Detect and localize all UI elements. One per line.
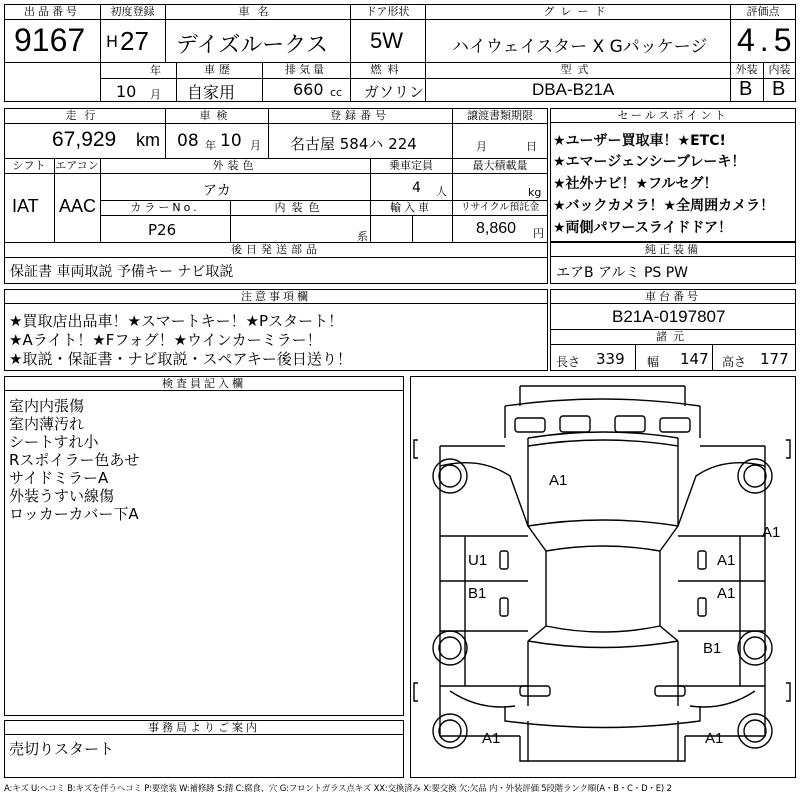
aircon: AAC xyxy=(59,196,97,216)
mark-right-rear-door: A1 xyxy=(717,585,736,602)
grade: ハイウェイスター X Gパッケージ xyxy=(452,37,708,57)
mark-hood: A1 xyxy=(549,472,568,489)
history: 自家用 xyxy=(187,83,236,102)
inspection-label: 車検 xyxy=(199,109,234,122)
inspector-line-4: Rスポイラー色あせ xyxy=(9,451,140,469)
transfer-day-unit: 日 xyxy=(526,140,537,153)
plate: 名古屋 584ハ 224 xyxy=(290,135,417,153)
mark-rear-left: A1 xyxy=(482,730,501,747)
score: 4.5 xyxy=(737,22,797,58)
capacity-label: 乗車定員 xyxy=(389,159,433,172)
import-label: 輸入車 xyxy=(390,201,432,214)
mileage: 67,929 xyxy=(52,128,117,151)
displacement: 660 xyxy=(293,80,324,99)
sales-point-4: ★バックカメラ！★全周囲カメラ！ xyxy=(553,198,775,214)
sales-point-1: ★ユーザー買取車！★ETC! xyxy=(553,133,726,149)
inspector-line-3: シートすれ小 xyxy=(9,433,99,451)
length-label: 長さ xyxy=(556,355,581,369)
transfer-label: 譲渡書類期限 xyxy=(467,109,533,122)
note-line-3: ★取説・保証書・ナビ取説・スペアキー後日送り！ xyxy=(9,350,352,368)
later-parts-label: 後日発送部品 xyxy=(231,243,321,256)
specs-label: 諸元 xyxy=(656,330,690,343)
first-reg-year: 27 xyxy=(120,26,149,56)
chassis-number: B21A-0197807 xyxy=(612,307,726,326)
recycle-label: リサイクル預託金 xyxy=(460,202,540,213)
height-value: 177 xyxy=(760,350,789,368)
max-load-unit: kg xyxy=(528,186,542,199)
note-line-1: ★買取店出品車！★スマートキー！★Pスタート！ xyxy=(9,312,344,330)
mark-rear-right: A1 xyxy=(705,730,724,747)
note-line-2: ★Aライト！★Fフォグ！★ウインカーミラー！ xyxy=(9,331,322,349)
door-label: ドア形状 xyxy=(365,5,410,18)
mark-left-rear-door: B1 xyxy=(468,585,487,602)
inspector-line-6: 外装うすい線傷 xyxy=(9,487,115,505)
car-diagram xyxy=(410,376,796,778)
car-name-label: 車名 xyxy=(238,5,277,18)
int-color-unit: 系 xyxy=(357,230,368,243)
door-type: 5W xyxy=(370,28,403,53)
first-reg-era: H xyxy=(106,32,119,51)
transfer-month-unit: 月 xyxy=(476,140,487,153)
first-reg-label: 初度登録 xyxy=(110,5,155,18)
inspector-line-7: ロッカーカバー下A xyxy=(9,505,139,523)
mileage-label: 走行 xyxy=(65,109,104,122)
car-name: デイズルークス xyxy=(176,33,329,58)
inspector-line-5: サイドミラーA xyxy=(9,469,109,487)
mark-left-front-door: U1 xyxy=(468,552,488,569)
mileage-unit: km xyxy=(136,130,160,150)
ext-color-label: 外装色 xyxy=(212,159,258,172)
genuine-equipment: エアB アルミ PS PW xyxy=(556,265,689,281)
first-reg-month-unit: 月 xyxy=(150,88,161,101)
legend: A:キズ U:ヘコミ B:キズを伴うヘコミ P:要塗装 W:補修跡 S:錆 C:腐食、穴 G:フロントガラス点キズ XX:交換済み X:要交換 欠:欠品 内・外装評価 5段階ランク順(A・B・C・D・E) 2 xyxy=(4,784,672,794)
sales-point-3: ★社外ナビ！★フルセグ！ xyxy=(553,176,718,192)
ext-color: アカ xyxy=(203,183,231,199)
lot-number: 9167 xyxy=(14,22,86,58)
height-label: 高さ xyxy=(722,355,747,369)
width-label: 幅 xyxy=(647,355,660,369)
interior-label: 内装 xyxy=(768,63,791,76)
model-label: 型式 xyxy=(560,63,595,76)
sales-points-label: セールスポイント xyxy=(551,109,795,123)
mark-right-front-door: A1 xyxy=(717,552,736,569)
recycle-unit: 円 xyxy=(533,227,544,240)
grade-label: グレード xyxy=(543,5,612,18)
fuel: ガソリン xyxy=(364,83,425,101)
notes-label: 注意事項欄 xyxy=(5,290,547,304)
chassis-label: 車台番号 xyxy=(551,290,795,304)
model: DBA-B21A xyxy=(532,80,615,99)
width-value: 147 xyxy=(680,350,709,368)
genuine-label: 純正装備 xyxy=(551,243,795,257)
length-value: 339 xyxy=(596,350,625,368)
inspector-label: 検査員記入欄 xyxy=(5,377,403,391)
later-parts: 保証書 車両取説 予備キー ナビ取説 xyxy=(10,264,234,280)
shift: IAT xyxy=(12,196,39,216)
recycle: 8,860 xyxy=(476,220,517,237)
history-label: 車歴 xyxy=(204,63,234,76)
color-no: P26 xyxy=(148,221,177,239)
displacement-unit: cc xyxy=(330,86,343,99)
interior-grade: B xyxy=(772,78,786,100)
shift-label: シフト xyxy=(12,159,46,172)
color-no-label: カラーNo. xyxy=(130,201,200,214)
plate-label: 登録番号 xyxy=(330,109,390,122)
office-notice: 売切りスタート xyxy=(9,740,115,758)
mark-right-rear-quarter: B1 xyxy=(703,640,722,657)
first-reg-year-unit: 年 xyxy=(150,64,161,77)
inspector-line-2: 室内薄汚れ xyxy=(9,415,85,433)
int-color-label: 内装色 xyxy=(274,201,326,214)
exterior-label: 外装 xyxy=(735,63,758,76)
displacement-label: 排気量 xyxy=(285,63,327,76)
exterior-grade: B xyxy=(739,78,753,100)
inspection-year: 08 xyxy=(177,131,199,151)
office-label: 事務局よりご案内 xyxy=(5,721,403,735)
inspector-line-1: 室内内張傷 xyxy=(9,397,85,415)
lot-label: 出品番号 xyxy=(24,5,80,18)
capacity: 4 xyxy=(412,180,421,196)
sales-point-5: ★両側パワースライドドア！ xyxy=(553,220,733,236)
inspection-month-unit: 月 xyxy=(250,139,261,152)
inspection-year-unit: 年 xyxy=(205,139,216,152)
sales-point-2: ★エマージェンシーブレーキ！ xyxy=(553,154,746,170)
score-label: 評価点 xyxy=(746,5,780,18)
first-reg-month: 10 xyxy=(116,82,137,101)
fuel-label: 燃料 xyxy=(370,63,405,76)
capacity-unit: 人 xyxy=(436,185,447,198)
inspection-month: 10 xyxy=(220,131,242,151)
max-load-label: 最大積載量 xyxy=(472,159,528,172)
mark-right-front-fender: A1 xyxy=(762,524,781,541)
aircon-label: エアコン xyxy=(55,159,99,172)
